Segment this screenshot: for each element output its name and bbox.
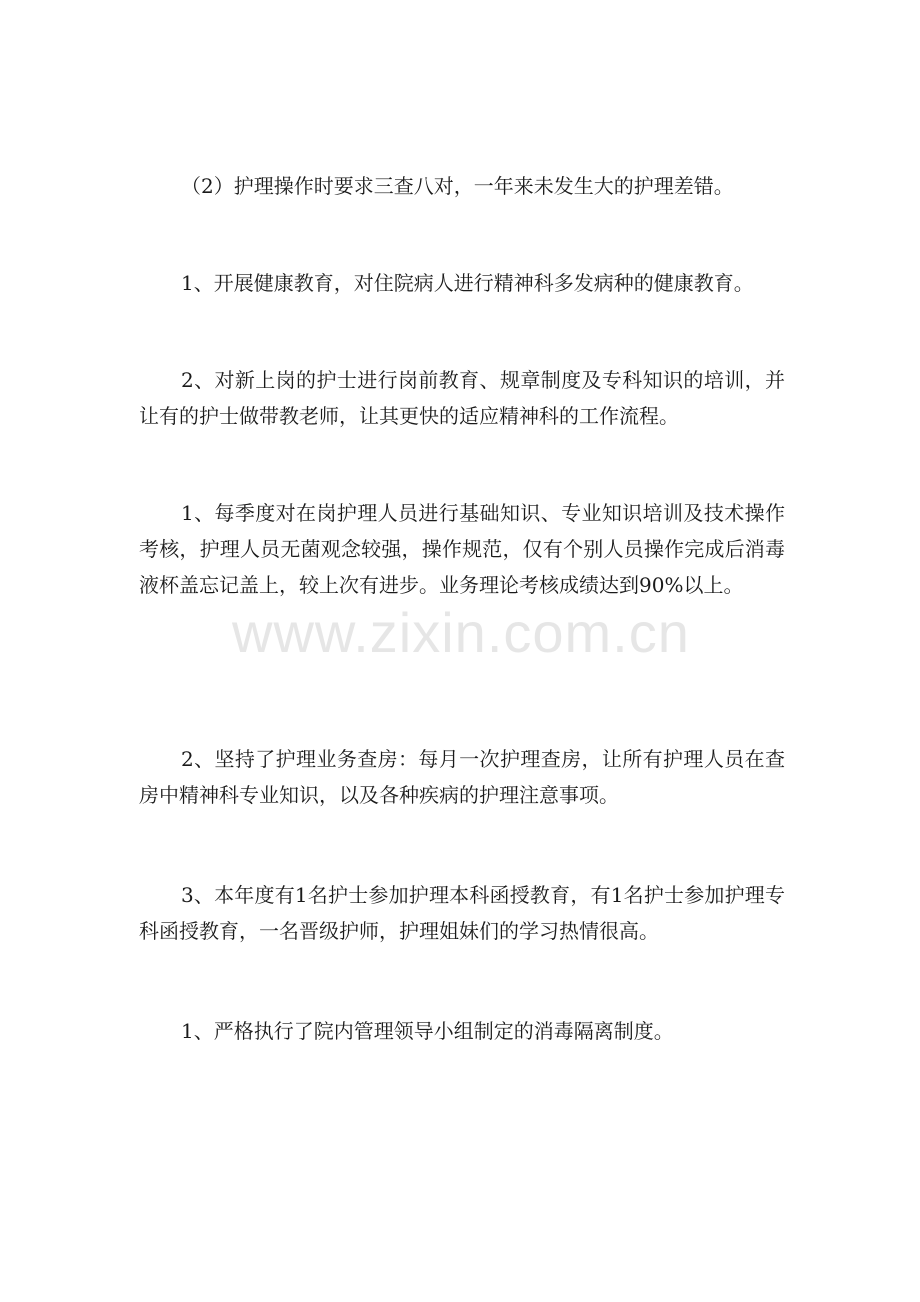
- paragraph-3: 2、对新上岗的护士进行岗前教育、规章制度及专科知识的培训，并让有的护士做带教老师，让其更快的适应精神科的工作流程。: [139, 368, 785, 428]
- paragraph-7: 1、严格执行了院内管理领导小组制定的消毒隔离制度。: [181, 1019, 674, 1043]
- paragraph-2: 1、开展健康教育，对住院病人进行精神科多发病种的健康教育。: [181, 271, 754, 295]
- paragraph-1: （2）护理操作时要求三查八对，一年来未发生大的护理差错。: [181, 174, 734, 198]
- paragraph-5: 2、坚持了护理业务查房：每月一次护理查房，让所有护理人员在查房中精神科专业知识，以及各种疾病的护理注意事项。: [139, 747, 785, 807]
- paragraph-6: 3、本年度有1名护士参加护理本科函授教育，有1名护士参加护理专科函授教育，一名晋级护师，护理姐妹们的学习热情很高。: [139, 883, 785, 943]
- watermark: www.zixin.com.cn: [232, 601, 690, 664]
- paragraph-4: 1、每季度对在岗护理人员进行基础知识、专业知识培训及技术操作考核，护理人员无菌观念较强，操作规范，仅有个别人员操作完成后消毒液杯盖忘记盖上，较上次有进步。业务理论考核成绩达到90%以上。: [139, 501, 785, 597]
